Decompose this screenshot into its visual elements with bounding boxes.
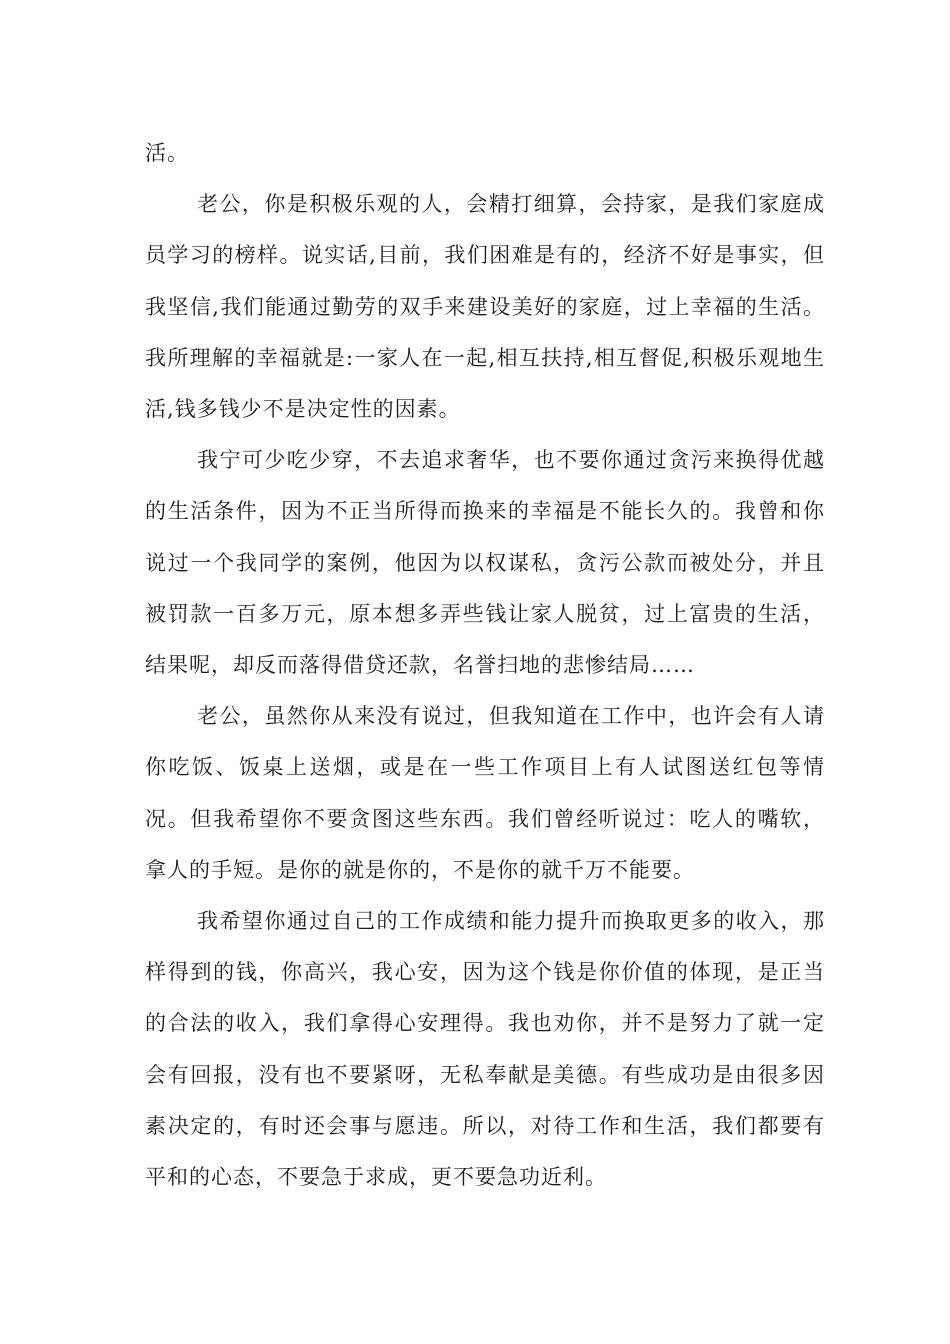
paragraph: 老公，你是积极乐观的人，会精打细算，会持家，是我们家庭成员学习的榜样。说实话,目前，我们困难是有的，经济不好是事实，但我坚信,我们能通过勤劳的双手来建设美好的家庭，过上幸福的生活。我所理解的幸福就是:一家人在一起,相互扶持,相互督促,积极乐观地生活,钱多钱少不是决定性的因素。 — [145, 192, 825, 422]
paragraph: 老公，虽然你从来没有说过，但我知道在工作中，也许会有人请你吃饭、饭桌上送烟，或是在一些工作项目上有人试图送红包等情况。但我希望你不要贪图这些东西。我们曾经听说过：吃人的嘴软，拿人的手短。是你的就是你的，不是你的就千万不能要。 — [145, 704, 825, 882]
paragraph-continuation: 活。 — [145, 141, 189, 165]
document-body — [145, 128, 825, 1203]
paragraph: 我宁可少吃少穿，不去追求奢华，也不要你通过贪污来换得优越的生活条件，因为不正当所得而换来的幸福是不能长久的。我曾和你说过一个我同学的案例，他因为以权谋私，贪污公款而被处分，并且被罚款一百多万元，原本想多弄些钱让家人脱贫，过上富贵的生活，结果呢，却反而落得借贷还款，名誉扫地的悲惨结局…… — [145, 448, 825, 678]
paragraph: 我希望你通过自己的工作成绩和能力提升而换取更多的收入，那样得到的钱，你高兴，我心安，因为这个钱是你价值的体现，是正当的合法的收入，我们拿得心安理得。我也劝你，并不是努力了就一定会有回报，没有也不要紧呀，无私奉献是美德。有些成功是由很多因素决定的，有时还会事与愿违。所以，对待工作和生活，我们都要有平和的心态，不要急于求成，更不要急功近利。 — [145, 909, 825, 1190]
